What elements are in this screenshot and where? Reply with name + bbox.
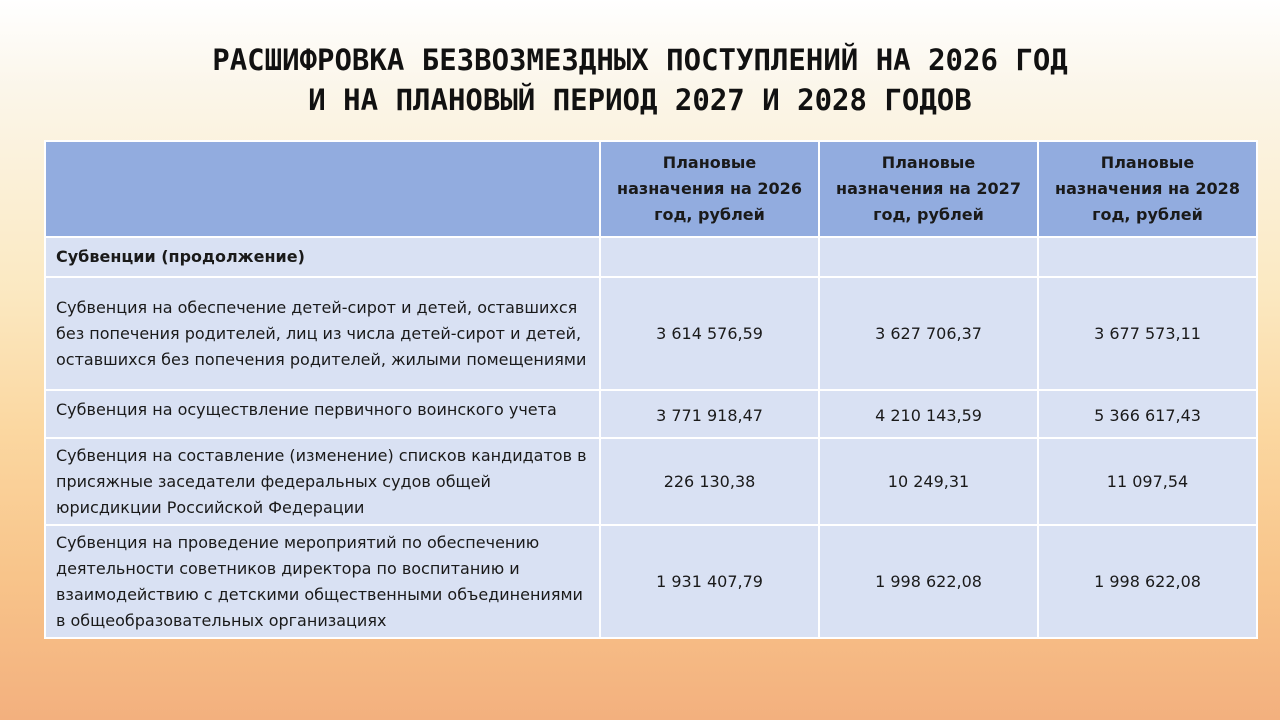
table-row xyxy=(45,525,1257,638)
header-2027: Плановые назначения на 2027 год, рублей xyxy=(819,141,1038,237)
row-description: Субвенция на составление (изменение) списков кандидатов в присяжные заседатели федеральных судов общей юрисдикции Российской Федерации xyxy=(45,438,600,525)
value-2027: 10 249,31 xyxy=(819,438,1038,525)
section-label: Субвенции (продолжение) xyxy=(45,237,600,277)
page-title-line-1: РАСШИФРОВКА БЕЗВОЗМЕЗДНЫХ ПОСТУПЛЕНИЙ НА 2026 ГОД xyxy=(212,43,1068,77)
value-2028: 3 677 573,11 xyxy=(1038,277,1257,390)
value-2026: 226 130,38 xyxy=(600,438,819,525)
value-2028: 1 998 622,08 xyxy=(1038,525,1257,638)
row-description: Субвенция на проведение мероприятий по обеспечению деятельности советников директора по воспитанию и взаимодействию с детскими общественными объединениями в общеобразовательных организациях xyxy=(45,525,600,638)
table-row xyxy=(45,277,1257,390)
value-2026: 1 931 407,79 xyxy=(600,525,819,638)
header-description xyxy=(45,141,600,237)
value-2026: 3 614 576,59 xyxy=(600,277,819,390)
section-row xyxy=(45,237,1257,277)
header-2026: Плановые назначения на 2026 год, рублей xyxy=(600,141,819,237)
value-2026: 3 771 918,47 xyxy=(600,390,819,438)
value-2028: 11 097,54 xyxy=(1038,438,1257,525)
page-title-line-2: И НА ПЛАНОВЫЙ ПЕРИОД 2027 И 2028 ГОДОВ xyxy=(308,83,972,117)
row-description: Субвенция на обеспечение детей-сирот и детей, оставшихся без попечения родителей, лиц из числа детей-сирот и детей, оставшихся без попечения родителей, жилыми помещениями xyxy=(45,277,600,390)
table-header-row xyxy=(45,141,1257,237)
value-2027: 3 627 706,37 xyxy=(819,277,1038,390)
table-cell xyxy=(600,237,819,277)
budget-table xyxy=(44,140,1258,639)
row-description: Субвенция на осуществление первичного воинского учета xyxy=(45,390,600,438)
value-2027: 4 210 143,59 xyxy=(819,390,1038,438)
table-row xyxy=(45,438,1257,525)
table-cell xyxy=(1038,237,1257,277)
page-title xyxy=(0,40,1280,120)
table-cell xyxy=(819,237,1038,277)
table-row xyxy=(45,390,1257,438)
header-2028: Плановые назначения на 2028 год, рублей xyxy=(1038,141,1257,237)
value-2027: 1 998 622,08 xyxy=(819,525,1038,638)
value-2028: 5 366 617,43 xyxy=(1038,390,1257,438)
